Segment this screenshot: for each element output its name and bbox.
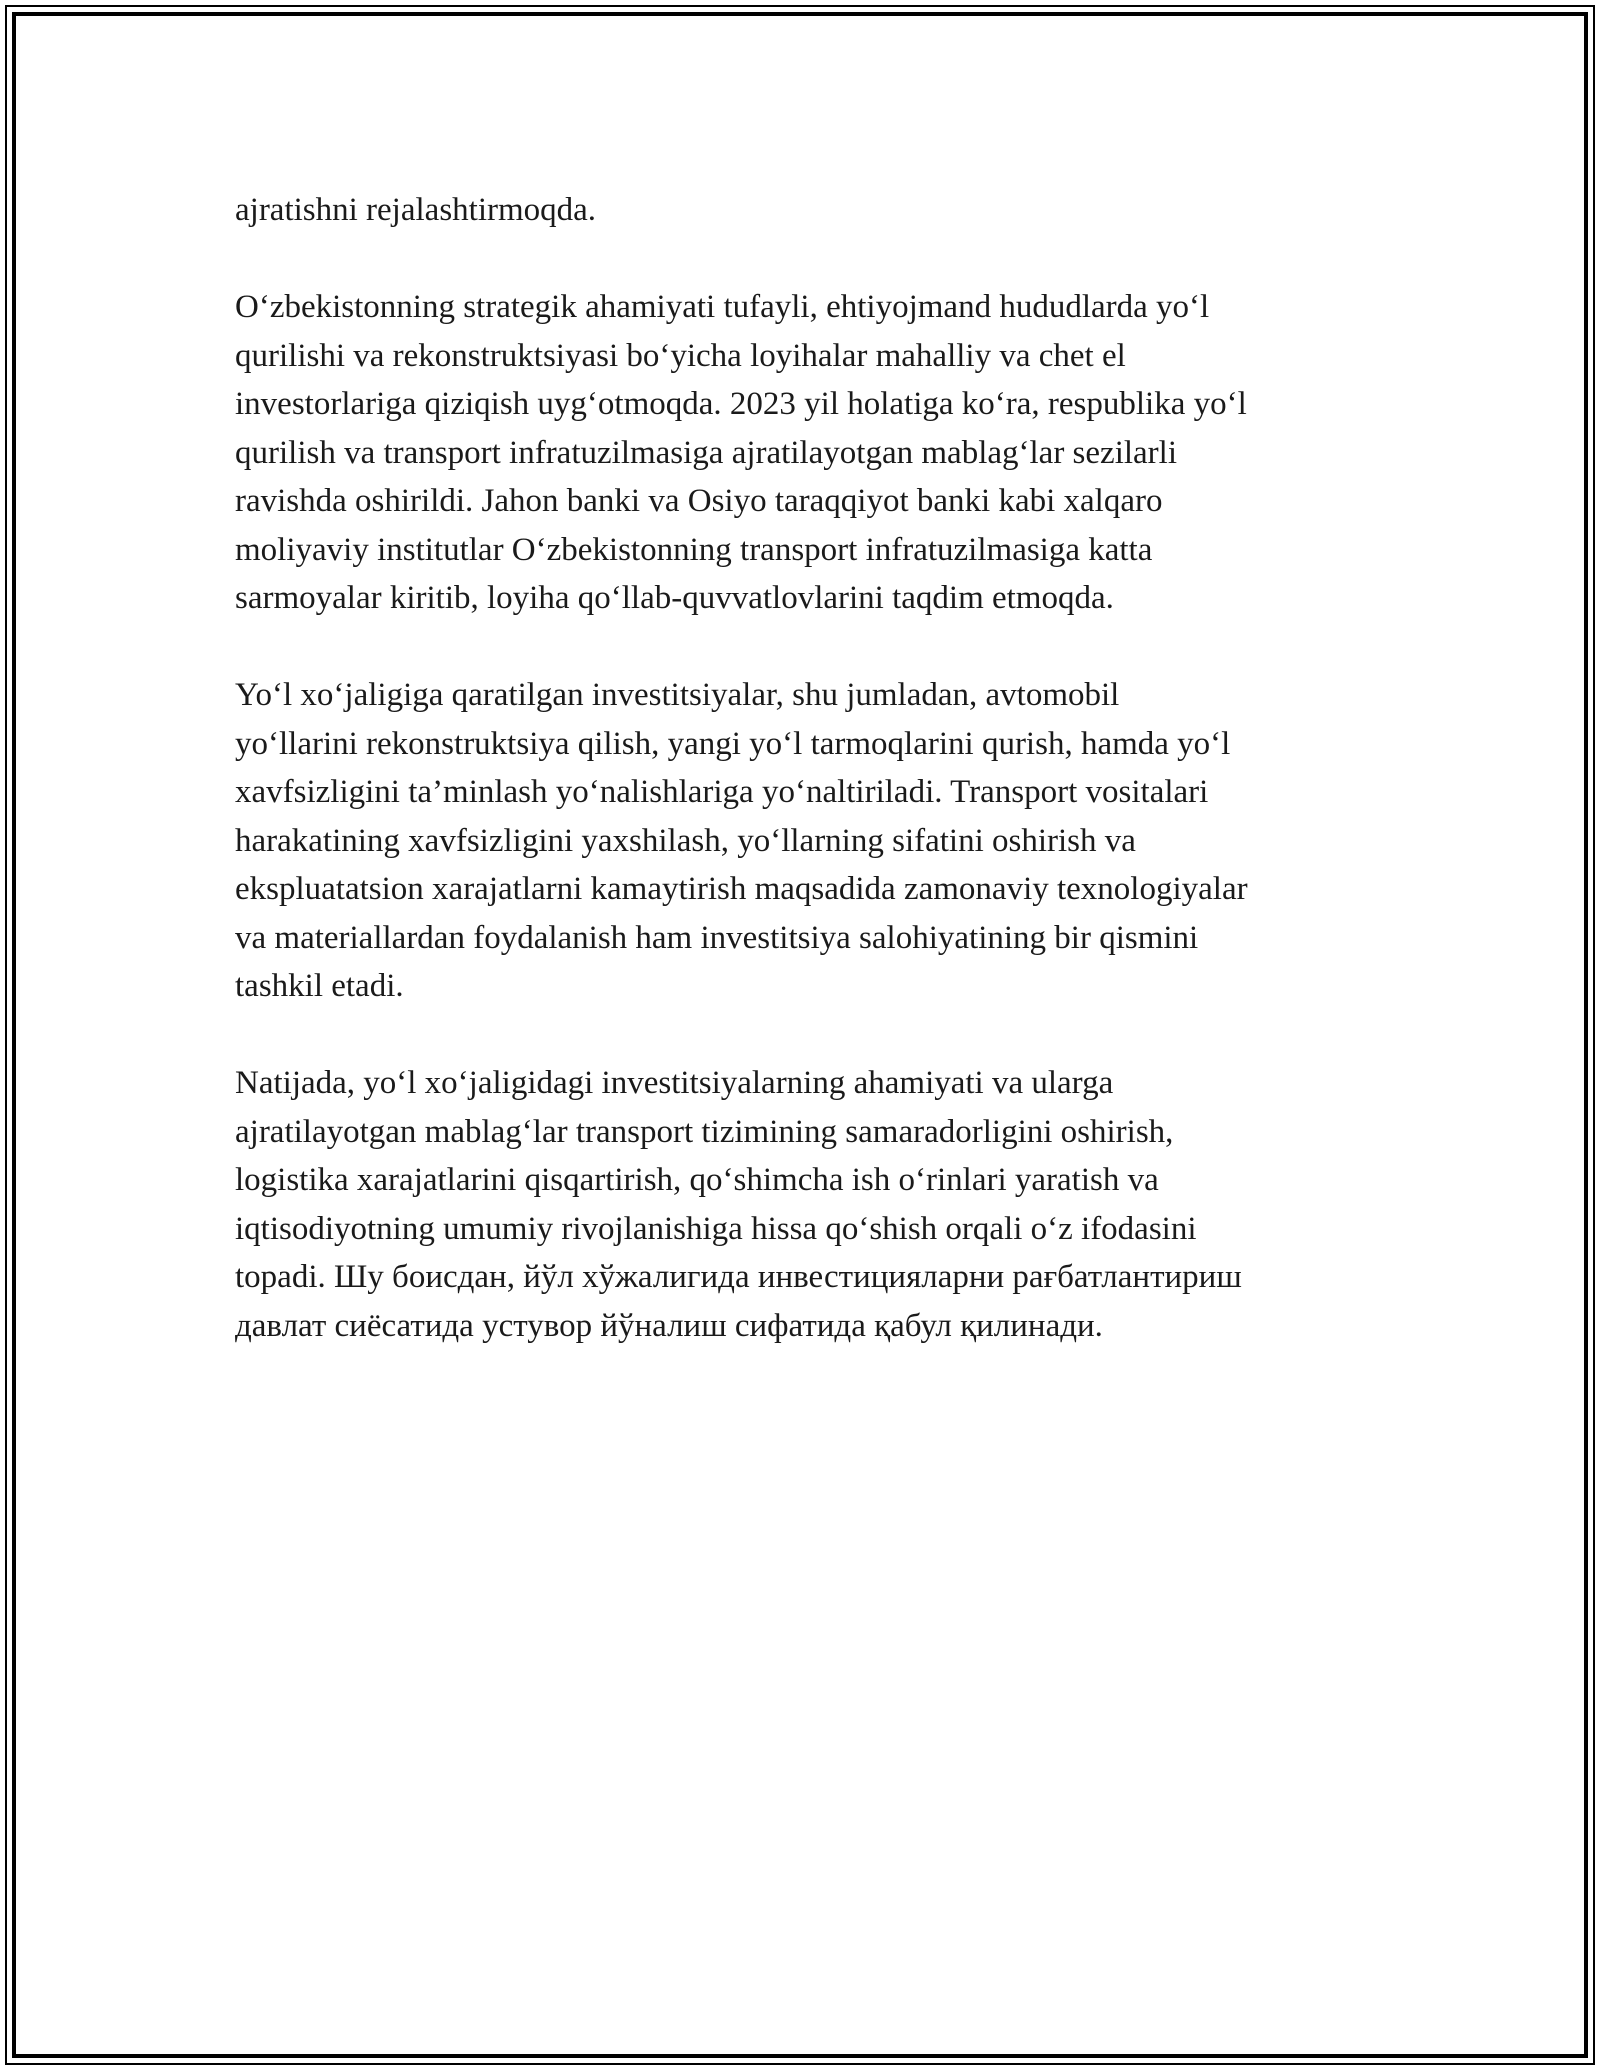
paragraph-strategic-importance: O‘zbekistonning strategik ahamiyati tufayli, ehtiyojmand hududlarda yo‘l qurilishi va rekonstruktsiyasi bo‘yicha loyihalar mahalliy va chet el investorlariga qiziqish uyg‘otmoqda. 2023 yil holatiga ko‘ra, respublika yo‘l qurilish va transport infratuzilmasiga ajratilayotgan mablag‘lar sezilarli ravishda oshirildi. Jahon banki va Osiyo taraqqiyot banki kabi xalqaro moliyaviy institutlar O‘zbekistonning transport infratuzilmasiga katta sarmoyalar kiritib, loyiha qo‘llab-quvvatlovlarini taqdim etmoqda. (235, 289, 1247, 616)
document-body (235, 186, 1370, 1399)
paragraph-investment-directions: Yo‘l xo‘jaligiga qaratilgan investitsiyalar, shu jumladan, avtomobil yo‘llarini rekonstruktsiya qilish, yangi yo‘l tarmoqlarini qurish, hamda yo‘l xavfsizligini ta’minlash yo‘nalishlariga yo‘naltiriladi. Transport vositalari harakatining xavfsizligini yaxshilash, yo‘llarning sifatini oshirish va ekspluatatsion xarajatlarni kamaytirish maqsadida zamonaviy texnologiyalar va materiallardan foydalanish ham investitsiya salohiyatining bir qismini tashkil etadi. (235, 677, 1248, 1004)
paragraph-conclusion: Natijada, yo‘l xo‘jaligidagi investitsiyalarning ahamiyati va ularga ajratilayotgan mablag‘lar transport tizimining samaradorligini oshirish, logistika xarajatlarini qisqartirish, qo‘shimcha ish o‘rinlari yaratish va iqtisodiyotning umumiy rivojlanishiga hissa qo‘shish orqali o‘z ifodasini topadi. Шу боисдан, йўл хўжалигида инвестицияларни рағбатлантириш давлат сиёсатида устувор йўналиш сифатида қабул қилинади. (235, 1065, 1242, 1344)
paragraph-continuation: ajratishni rejalashtirmoqda. (235, 192, 597, 228)
